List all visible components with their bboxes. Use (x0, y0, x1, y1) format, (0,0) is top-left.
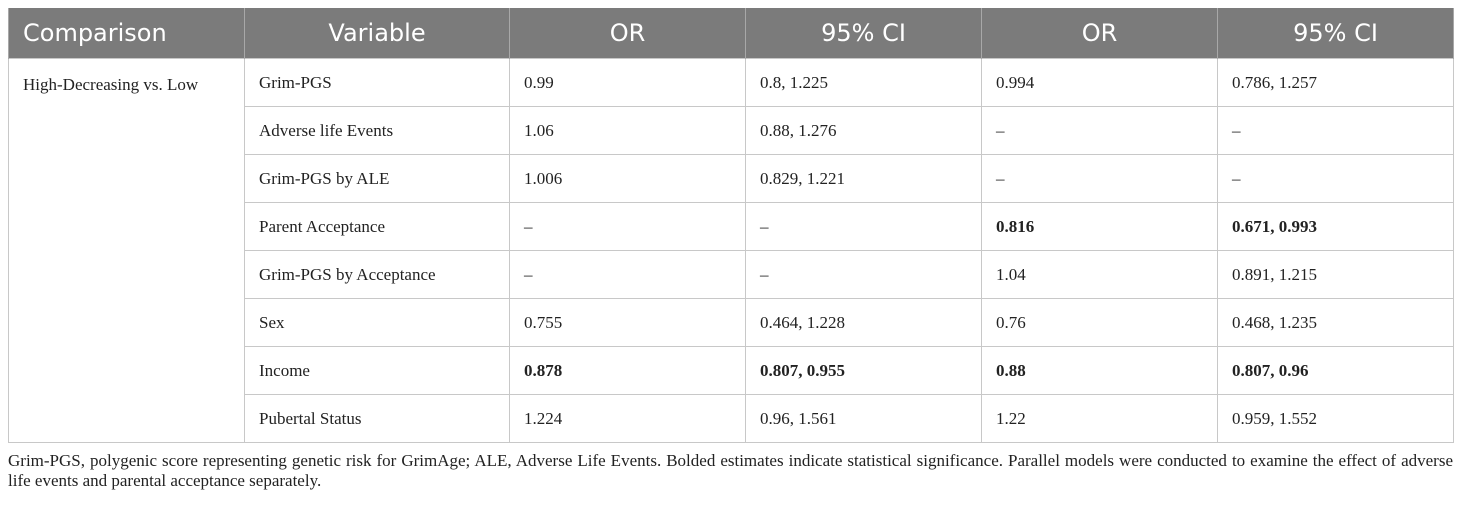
or-model-1-cell: 0.99 (510, 59, 746, 107)
ci-model-2-cell: – (1218, 155, 1454, 203)
or-model-1-cell: – (510, 251, 746, 299)
ci-model-2-cell: 0.786, 1.257 (1218, 59, 1454, 107)
or-model-1-cell: 1.06 (510, 107, 746, 155)
header-ci-model-1: 95% CI (746, 8, 982, 59)
or-model-2-cell: 0.816 (982, 203, 1218, 251)
or-model-1-cell: 0.755 (510, 299, 746, 347)
or-model-1-cell: 0.878 (510, 347, 746, 395)
table-body (9, 59, 1454, 443)
header-row (9, 8, 1454, 59)
results-table (8, 8, 1454, 443)
ci-model-2-cell: 0.807, 0.96 (1218, 347, 1454, 395)
variable-cell: Adverse life Events (245, 107, 510, 155)
or-model-2-cell: – (982, 155, 1218, 203)
or-model-1-cell: 1.224 (510, 395, 746, 443)
variable-cell: Grim-PGS (245, 59, 510, 107)
or-model-2-cell: 0.994 (982, 59, 1218, 107)
ci-model-1-cell: 0.807, 0.955 (746, 347, 982, 395)
variable-cell: Parent Acceptance (245, 203, 510, 251)
or-model-2-cell: 0.88 (982, 347, 1218, 395)
or-model-1-cell: – (510, 203, 746, 251)
or-model-1-cell: 1.006 (510, 155, 746, 203)
ci-model-1-cell: 0.829, 1.221 (746, 155, 982, 203)
ci-model-2-cell: 0.468, 1.235 (1218, 299, 1454, 347)
or-model-2-cell: 1.04 (982, 251, 1218, 299)
variable-cell: Grim-PGS by ALE (245, 155, 510, 203)
ci-model-1-cell: 0.96, 1.561 (746, 395, 982, 443)
header-ci-model-2: 95% CI (1218, 8, 1454, 59)
ci-model-2-cell: 0.891, 1.215 (1218, 251, 1454, 299)
or-model-2-cell: 1.22 (982, 395, 1218, 443)
variable-cell: Pubertal Status (245, 395, 510, 443)
ci-model-2-cell: – (1218, 107, 1454, 155)
header-or-model-2: OR (982, 8, 1218, 59)
or-model-2-cell: 0.76 (982, 299, 1218, 347)
variable-cell: Grim-PGS by Acceptance (245, 251, 510, 299)
table-footnote: Grim-PGS, polygenic score representing genetic risk for GrimAge; ALE, Adverse Life Events. Bolded estimates indicate statistical significance. Parallel models were conducted to examine the effect of adverse life events and parental acceptance separately. (8, 451, 1453, 490)
results-table-container (8, 8, 1453, 491)
ci-model-1-cell: 0.8, 1.225 (746, 59, 982, 107)
comparison-cell: High-Decreasing vs. Low (9, 59, 245, 443)
ci-model-1-cell: 0.88, 1.276 (746, 107, 982, 155)
ci-model-1-cell: – (746, 203, 982, 251)
ci-model-2-cell: 0.959, 1.552 (1218, 395, 1454, 443)
ci-model-1-cell: – (746, 251, 982, 299)
header-or-model-1: OR (510, 8, 746, 59)
or-model-2-cell: – (982, 107, 1218, 155)
ci-model-2-cell: 0.671, 0.993 (1218, 203, 1454, 251)
table-row (9, 59, 1454, 107)
header-variable: Variable (245, 8, 510, 59)
header-comparison: Comparison (9, 8, 245, 59)
ci-model-1-cell: 0.464, 1.228 (746, 299, 982, 347)
variable-cell: Sex (245, 299, 510, 347)
variable-cell: Income (245, 347, 510, 395)
